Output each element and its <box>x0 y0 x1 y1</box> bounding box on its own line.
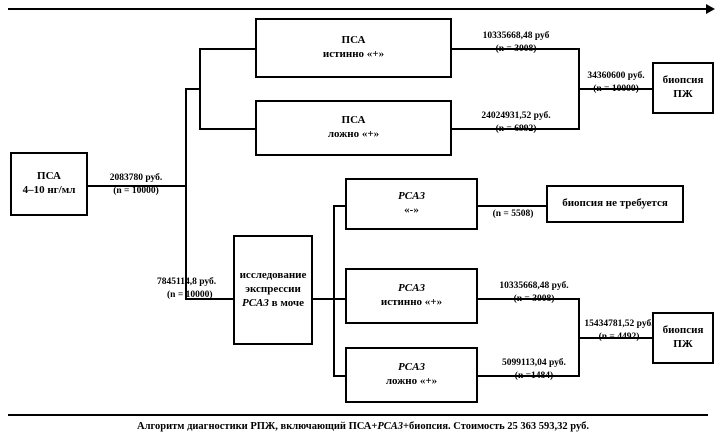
box-psa-true-positive[interactable] <box>255 18 452 78</box>
connector-pca3-split <box>333 205 335 377</box>
top-flow-line <box>8 8 708 10</box>
label-start-cost-n: (n = 10000) <box>113 186 159 197</box>
box-pca3-urine-study-line1: исследование <box>239 269 307 282</box>
box-pca3-negative-line1: PCA3 <box>398 190 425 203</box>
box-biopsy-prostate-bottom[interactable] <box>652 312 714 364</box>
label-pca3-true-positive-cost-n: (n = 3008) <box>513 294 555 305</box>
box-pca3-true-positive[interactable] <box>345 268 478 324</box>
label-pca3-branch-cost <box>157 276 245 303</box>
box-pca3-urine-study[interactable] <box>233 235 313 345</box>
diagram-caption-part1: Алгоритм диагностики РПЖ, включающий ПСА+ <box>137 421 378 432</box>
box-psa-false-positive-line2: ложно «+» <box>327 128 380 140</box>
connector-to-pca3-true <box>333 298 345 300</box>
box-psa-start-line2: 4–10 нг/мл <box>22 184 76 196</box>
label-psa-false-positive-cost-n: (n = 6992) <box>495 124 537 135</box>
label-psa-true-positive-cost-n: (n = 3008) <box>495 44 537 55</box>
label-biopsy-bottom-cost-n: (n = 4492) <box>598 332 640 343</box>
box-pca3-false-positive[interactable] <box>345 347 478 403</box>
connector-study-right <box>313 298 335 300</box>
label-pca3-branch-cost-n: (n = 10000) <box>167 290 213 301</box>
box-biopsy-prostate-top[interactable] <box>652 62 714 114</box>
caption-divider <box>8 414 708 416</box>
diagram-caption-part3: +биопсия. Стоимость 25 363 593,32 руб. <box>403 421 589 432</box>
box-psa-true-positive-line2: истинно «+» <box>322 48 385 60</box>
connector-upper-split <box>199 48 201 130</box>
box-pca3-true-positive-line1: PCA3 <box>398 282 425 295</box>
label-psa-false-positive-cost <box>456 110 576 137</box>
connector-pca3-neg-right <box>478 205 546 207</box>
box-pca3-negative-line2: «-» <box>404 204 419 216</box>
box-pca3-urine-study-line3: PCA3 <box>242 296 269 309</box>
label-psa-false-positive-cost-value: 24024931,52 руб. <box>481 111 551 121</box>
box-biopsy-prostate-bottom-line2: ПЖ <box>673 338 693 350</box>
label-biopsy-top-cost-value: 34360600 руб. <box>587 71 645 81</box>
box-pca3-urine-study-line2: экспрессии <box>245 283 301 296</box>
label-start-cost-value: 2083780 руб. <box>109 173 163 183</box>
box-psa-true-positive-line1: ПСА <box>341 34 366 47</box>
connector-to-pca3-neg <box>333 205 345 207</box>
label-pca3-false-positive-cost <box>482 357 586 384</box>
connector-to-pca3-false <box>333 375 345 377</box>
box-psa-start-line1: ПСА <box>37 170 61 183</box>
box-pca3-false-positive-line1: PCA3 <box>398 361 425 374</box>
label-start-cost <box>90 172 182 199</box>
box-biopsy-prostate-bottom-line1: биопсия <box>662 324 704 337</box>
label-biopsy-bottom-cost <box>578 318 660 345</box>
label-pca3-false-positive-cost-n: (n =1484) <box>514 371 554 382</box>
box-pca3-true-positive-line2: истинно «+» <box>380 296 443 308</box>
box-pca3-negative[interactable] <box>345 178 478 230</box>
box-biopsy-prostate-top-line2: ПЖ <box>673 88 693 100</box>
label-pca3-true-positive-cost-value: 10335668,48 руб. <box>499 281 569 291</box>
label-pca3-true-positive-cost <box>482 280 586 307</box>
box-no-biopsy-required[interactable] <box>546 185 684 223</box>
label-biopsy-top-cost <box>578 70 654 97</box>
label-pca3-negative-n-value: (n = 5508) <box>492 209 534 219</box>
connector-main-vertical <box>185 88 187 300</box>
label-biopsy-top-cost-n: (n = 10000) <box>593 84 639 95</box>
label-biopsy-bottom-cost-value: 15434781,52 руб. <box>584 319 654 329</box>
top-flow-arrowhead <box>706 4 715 14</box>
label-psa-true-positive-cost <box>456 30 576 57</box>
box-biopsy-prostate-top-line1: биопсия <box>662 74 704 87</box>
connector-to-psa-false <box>199 128 255 130</box>
box-psa-start[interactable] <box>10 152 88 216</box>
label-pca3-branch-cost-value: 7845114,8 руб. <box>157 277 217 287</box>
box-no-biopsy-required-line1: биопсия не требуется <box>562 197 668 210</box>
diagram-caption <box>0 420 726 434</box>
box-psa-false-positive[interactable] <box>255 100 452 156</box>
label-psa-true-positive-cost-value: 10335668,48 руб <box>482 31 550 41</box>
diagram-caption-part2: PCA3 <box>377 421 404 432</box>
box-pca3-false-positive-line2: ложно «+» <box>385 375 438 387</box>
box-psa-false-positive-line1: ПСА <box>341 114 366 127</box>
label-pca3-negative-n <box>480 208 546 221</box>
label-pca3-false-positive-cost-value: 5099113,04 руб. <box>502 358 566 368</box>
box-pca3-urine-study-line3-suffix: в моче <box>268 296 304 309</box>
connector-to-psa-true <box>199 48 255 50</box>
